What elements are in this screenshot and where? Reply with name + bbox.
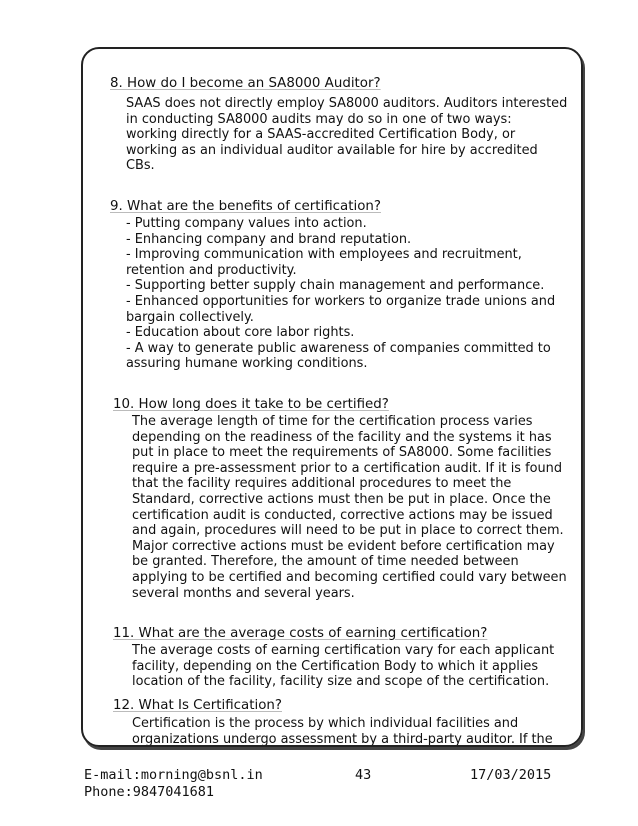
footer-email: E-mail:morning@bsnl.in xyxy=(84,767,263,783)
question-8-title: 8. How do I become an SA8000 Auditor? xyxy=(110,76,381,91)
question-12-title: 12. What Is Certification? xyxy=(113,698,282,713)
question-12-body: Certification is the process by which individual facilities and organizations undergo assessment by a third-party auditor. If the xyxy=(132,716,553,747)
question-10-title: 10. How long does it take to be certified? xyxy=(113,397,389,412)
question-8-body: SAAS does not directly employ SA8000 auditors. Auditors interested in conducting SA8000 audits may do so in one of two ways: working directly for a SAAS-accredited Certification Body, or working as an individual auditor available for hire by accredited CBs. xyxy=(126,96,568,174)
content-frame xyxy=(81,47,583,747)
footer-page-number: 43 xyxy=(355,767,372,783)
question-9-title: 9. What are the benefits of certification? xyxy=(110,199,381,214)
footer-phone: Phone:9847041681 xyxy=(84,784,215,800)
question-11-body: The average costs of earning certification vary for each applicant facility, depending on the Certification Body to which it applies location of the facility, facility size and scope of the certification. xyxy=(132,643,555,690)
footer-date: 17/03/2015 xyxy=(470,767,552,783)
question-9-body: - Putting company values into action. - Enhancing company and brand reputation. - Improving communication with employees and recruitment, retention and productivity. - Supporting better supply chain management and performance. - Enhanced opportunities for workers to organize trade unions and bargain collectively. - Education about core labor rights. - A way to generate public awareness of companies committed to assuring humane working conditions. xyxy=(126,216,556,372)
question-10-body: The average length of time for the certification process varies depending on the readiness of the facility and the systems it has put in place to meet the requirements of SA8000. Some facilities require a pre-assessment prior to a certification audit. If it is found that the facility requires additional procedures to meet the Standard, corrective actions must then be put in place. Once the certification audit is conducted, corrective actions may be issued and again, procedures will need to be put in place to correct them. Major corrective actions must be evident before certification may be granted. Therefore, the amount of time needed between applying to be certified and becoming certified could vary between several months and several years. xyxy=(132,414,567,601)
question-11-title: 11. What are the average costs of earning certification? xyxy=(113,626,488,641)
